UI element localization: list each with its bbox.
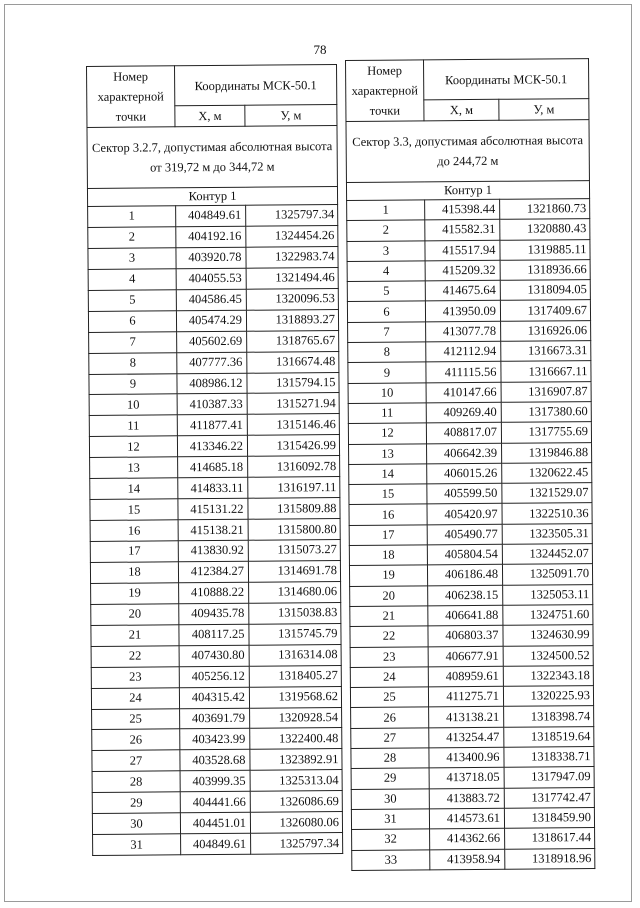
point-number-cell: 12 (348, 423, 426, 444)
y-coordinate-cell: 1316092.78 (248, 456, 340, 478)
coordinates-table-right (345, 58, 595, 871)
header-x: Х, м (175, 106, 245, 127)
table-row (349, 442, 592, 464)
x-coordinate-cell: 412384.27 (178, 561, 248, 582)
y-coordinate-cell: 1322983.74 (246, 246, 338, 268)
x-coordinate-cell: 404441.66 (180, 791, 250, 812)
table-row (90, 456, 340, 479)
header-point-number: Номер характерной точки (346, 60, 424, 122)
x-coordinate-cell: 406642.39 (427, 443, 502, 464)
table-row (90, 519, 340, 542)
x-coordinate-cell: 415131.22 (178, 498, 248, 519)
y-coordinate-cell: 1318398.74 (504, 706, 594, 727)
x-coordinate-cell: 405490.77 (427, 524, 502, 545)
table-row (91, 644, 341, 667)
y-coordinate-cell: 1315426.99 (247, 435, 339, 457)
table-row (347, 280, 590, 302)
table-row (90, 498, 340, 521)
x-coordinate-cell: 415517.94 (425, 240, 500, 261)
x-coordinate-cell: 413346.22 (177, 436, 247, 457)
x-coordinate-cell: 405256.12 (179, 666, 249, 687)
header-coordinates: Координаты МСК-50.1 (175, 65, 337, 107)
point-number-cell: 15 (349, 484, 427, 505)
y-coordinate-cell: 1314680.06 (249, 581, 341, 603)
x-coordinate-cell: 413950.09 (425, 301, 500, 322)
x-coordinate-cell: 408117.25 (179, 624, 249, 645)
point-number-cell: 18 (90, 562, 178, 584)
point-number-cell: 22 (350, 626, 428, 647)
table-row (88, 267, 338, 290)
table-row (351, 787, 594, 809)
x-coordinate-cell: 403920.78 (176, 247, 246, 268)
table-row (351, 807, 594, 829)
sector-title: Сектор 3.2.7, допустимая абсолютная высота от 319,72 м до 344,72 м (87, 126, 337, 189)
y-coordinate-cell: 1316926.06 (501, 320, 591, 341)
table-row (348, 402, 591, 424)
table-row (91, 581, 341, 604)
y-coordinate-cell: 1321860.73 (500, 199, 590, 220)
point-number-cell: 5 (347, 281, 425, 302)
table-row (91, 665, 341, 688)
table-row (347, 199, 590, 221)
y-coordinate-cell: 1316907.87 (501, 381, 591, 402)
table-row (92, 770, 342, 793)
table-row (348, 341, 591, 363)
x-coordinate-cell: 404055.53 (176, 268, 246, 289)
table-row (347, 259, 590, 281)
table-body-left (88, 205, 343, 856)
point-number-cell: 24 (91, 687, 179, 709)
table-row (349, 483, 592, 505)
x-coordinate-cell: 415138.21 (178, 519, 248, 540)
x-coordinate-cell: 405474.29 (176, 310, 246, 331)
point-number-cell: 1 (88, 206, 176, 228)
x-coordinate-cell: 406015.26 (427, 463, 502, 484)
point-number-cell: 11 (89, 415, 177, 437)
table-row (350, 645, 593, 667)
table-row (89, 414, 339, 437)
x-coordinate-cell: 411275.71 (428, 686, 503, 707)
point-number-cell: 10 (89, 394, 177, 416)
header-point-number: Номер характерной точки (87, 66, 175, 128)
point-number-cell: 29 (92, 792, 180, 814)
point-number-cell: 14 (349, 464, 427, 485)
point-number-cell: 6 (88, 310, 176, 332)
table-row (349, 523, 592, 545)
y-coordinate-cell: 1315146.46 (247, 414, 339, 436)
y-coordinate-cell: 1325091.70 (502, 564, 592, 585)
x-coordinate-cell: 403528.68 (180, 750, 250, 771)
point-number-cell: 6 (347, 301, 425, 322)
y-coordinate-cell: 1318459.90 (504, 807, 594, 828)
point-number-cell: 30 (351, 788, 429, 809)
point-number-cell: 27 (92, 750, 180, 772)
x-coordinate-cell: 406677.91 (428, 646, 503, 667)
table-row (348, 320, 591, 342)
x-coordinate-cell: 413254.47 (429, 727, 504, 748)
y-coordinate-cell: 1314691.78 (248, 560, 340, 582)
x-coordinate-cell: 408986.12 (177, 373, 247, 394)
table-row (89, 330, 339, 353)
point-number-cell: 20 (91, 604, 179, 626)
coordinates-table-left (86, 64, 343, 856)
y-coordinate-cell: 1315038.83 (249, 602, 341, 624)
y-coordinate-cell: 1315271.94 (247, 393, 339, 415)
x-coordinate-cell: 411877.41 (177, 415, 247, 436)
table-row (349, 503, 592, 525)
point-number-cell: 25 (350, 687, 428, 708)
y-coordinate-cell: 1317755.69 (501, 422, 591, 443)
table-row (89, 393, 339, 416)
contour-label: Контур 1 (346, 181, 589, 201)
y-coordinate-cell: 1318936.66 (500, 259, 590, 280)
y-coordinate-cell: 1319885.11 (500, 239, 590, 260)
point-number-cell: 32 (352, 829, 430, 850)
table-row (352, 848, 595, 870)
y-coordinate-cell: 1321494.46 (246, 267, 338, 289)
point-number-cell: 23 (350, 646, 428, 667)
table-row (347, 219, 590, 241)
x-coordinate-cell: 410147.66 (426, 382, 501, 403)
header-x: Х, м (424, 100, 499, 121)
x-coordinate-cell: 408959.61 (428, 666, 503, 687)
y-coordinate-cell: 1317409.67 (500, 300, 590, 321)
point-number-cell: 30 (92, 813, 180, 835)
point-number-cell: 18 (349, 545, 427, 566)
point-number-cell: 12 (89, 436, 177, 458)
x-coordinate-cell: 406803.37 (428, 626, 503, 647)
x-coordinate-cell: 404849.61 (176, 205, 246, 226)
y-coordinate-cell: 1318405.27 (249, 665, 341, 687)
point-number-cell: 22 (91, 645, 179, 667)
y-coordinate-cell: 1323505.31 (502, 523, 592, 544)
y-coordinate-cell: 1318519.64 (504, 726, 594, 747)
table-row (92, 812, 342, 835)
point-number-cell: 3 (347, 240, 425, 261)
point-number-cell: 16 (349, 504, 427, 525)
point-number-cell: 21 (91, 625, 179, 647)
x-coordinate-cell: 415398.44 (425, 199, 500, 220)
x-coordinate-cell: 404315.42 (179, 687, 249, 708)
x-coordinate-cell: 413958.94 (430, 849, 505, 870)
point-number-cell: 26 (351, 707, 429, 728)
page-number: 78 (313, 42, 327, 57)
x-coordinate-cell: 404849.61 (181, 833, 251, 854)
table-row (349, 462, 592, 484)
table-row (350, 605, 593, 627)
table-row (88, 288, 338, 311)
x-coordinate-cell: 405804.54 (427, 544, 502, 565)
y-coordinate-cell: 1318918.96 (505, 848, 595, 869)
point-number-cell: 23 (91, 666, 179, 688)
point-number-cell: 15 (90, 499, 178, 521)
point-number-cell: 2 (88, 227, 176, 249)
y-coordinate-cell: 1315073.27 (248, 540, 340, 562)
table-row (349, 564, 592, 586)
point-number-cell: 31 (351, 809, 429, 830)
table-row (347, 300, 590, 322)
x-coordinate-cell: 410888.22 (179, 582, 249, 603)
y-coordinate-cell: 1320622.45 (502, 462, 592, 483)
table-row (92, 728, 342, 751)
table-body-right (347, 199, 595, 871)
x-coordinate-cell: 413883.72 (429, 788, 504, 809)
table-row (88, 205, 338, 228)
y-coordinate-cell: 1325053.11 (503, 584, 593, 605)
point-number-cell: 7 (348, 322, 426, 343)
sector-title: Сектор 3.3, допустимая абсолютная высота до 244,72 м (346, 120, 589, 183)
x-coordinate-cell: 413400.96 (429, 747, 504, 768)
point-number-cell: 21 (350, 606, 428, 627)
x-coordinate-cell: 414833.11 (178, 477, 248, 498)
contour-label: Контур 1 (87, 187, 337, 207)
x-coordinate-cell: 415209.32 (425, 260, 500, 281)
x-coordinate-cell: 407430.80 (179, 645, 249, 666)
table-row (351, 747, 594, 769)
header-coordinates: Координаты МСК-50.1 (424, 59, 589, 101)
point-number-cell: 27 (351, 728, 429, 749)
table-row (350, 665, 593, 687)
header-y: У, м (245, 105, 337, 126)
x-coordinate-cell: 404586.45 (176, 289, 246, 310)
x-coordinate-cell: 408817.07 (426, 423, 501, 444)
y-coordinate-cell: 1316197.11 (248, 477, 340, 499)
point-number-cell: 17 (349, 525, 427, 546)
point-number-cell: 24 (350, 667, 428, 688)
y-coordinate-cell: 1317947.09 (504, 767, 594, 788)
y-coordinate-cell: 1316674.48 (247, 351, 339, 373)
y-coordinate-cell: 1325797.34 (251, 833, 343, 855)
x-coordinate-cell: 407777.36 (177, 352, 247, 373)
point-number-cell: 8 (348, 342, 426, 363)
y-coordinate-cell: 1318094.05 (500, 280, 590, 301)
x-coordinate-cell: 406238.15 (428, 585, 503, 606)
y-coordinate-cell: 1324500.52 (503, 645, 593, 666)
point-number-cell: 1 (347, 200, 425, 221)
y-coordinate-cell: 1318617.44 (505, 828, 595, 849)
x-coordinate-cell: 409269.40 (426, 402, 501, 423)
point-number-cell: 33 (352, 849, 430, 870)
x-coordinate-cell: 405599.50 (427, 483, 502, 504)
y-coordinate-cell: 1315809.88 (248, 498, 340, 520)
x-coordinate-cell: 403691.79 (180, 708, 250, 729)
x-coordinate-cell: 404192.16 (176, 226, 246, 247)
y-coordinate-cell: 1323892.91 (250, 749, 342, 771)
y-coordinate-cell: 1324452.07 (502, 544, 592, 565)
x-coordinate-cell: 414362.66 (430, 828, 505, 849)
table-row (348, 361, 591, 383)
y-coordinate-cell: 1315800.80 (248, 519, 340, 541)
y-coordinate-cell: 1322400.48 (250, 728, 342, 750)
table-row (89, 351, 339, 374)
point-number-cell: 4 (88, 269, 176, 291)
y-coordinate-cell: 1318765.67 (247, 330, 339, 352)
table-row (350, 625, 593, 647)
table-row (351, 706, 594, 728)
x-coordinate-cell: 415582.31 (425, 220, 500, 241)
point-number-cell: 25 (92, 708, 180, 730)
x-coordinate-cell: 413077.78 (426, 321, 501, 342)
x-coordinate-cell: 403423.99 (180, 729, 250, 750)
point-number-cell: 14 (90, 478, 178, 500)
x-coordinate-cell: 414573.61 (429, 808, 504, 829)
table-row (91, 686, 341, 709)
table-row (89, 435, 339, 458)
y-coordinate-cell: 1318893.27 (246, 309, 338, 331)
table-row (93, 833, 343, 856)
x-coordinate-cell: 406641.88 (428, 605, 503, 626)
table-row (88, 309, 338, 332)
y-coordinate-cell: 1324751.60 (503, 605, 593, 626)
point-number-cell: 2 (347, 220, 425, 241)
point-number-cell: 26 (92, 729, 180, 751)
table-row (91, 623, 341, 646)
point-number-cell: 16 (90, 520, 178, 542)
y-coordinate-cell: 1320880.43 (500, 219, 590, 240)
table-row (348, 381, 591, 403)
table-row (348, 422, 591, 444)
point-number-cell: 28 (351, 748, 429, 769)
point-number-cell: 5 (88, 290, 176, 312)
table-row (92, 749, 342, 772)
point-number-cell: 13 (349, 443, 427, 464)
y-coordinate-cell: 1320225.93 (503, 686, 593, 707)
y-coordinate-cell: 1320928.54 (250, 707, 342, 729)
table-row (352, 828, 595, 850)
table-row (91, 602, 341, 625)
y-coordinate-cell: 1316314.08 (249, 644, 341, 666)
x-coordinate-cell: 413718.05 (429, 768, 504, 789)
x-coordinate-cell: 409435.78 (179, 603, 249, 624)
y-coordinate-cell: 1318338.71 (504, 747, 594, 768)
y-coordinate-cell: 1325797.34 (246, 205, 338, 227)
y-coordinate-cell: 1320096.53 (246, 288, 338, 310)
y-coordinate-cell: 1315745.79 (249, 623, 341, 645)
x-coordinate-cell: 413138.21 (429, 707, 504, 728)
point-number-cell: 17 (90, 541, 178, 563)
y-coordinate-cell: 1317742.47 (504, 787, 594, 808)
point-number-cell: 28 (92, 771, 180, 793)
y-coordinate-cell: 1326080.06 (250, 812, 342, 834)
point-number-cell: 9 (89, 373, 177, 395)
table-row (351, 767, 594, 789)
x-coordinate-cell: 405420.97 (427, 504, 502, 525)
y-coordinate-cell: 1324454.26 (246, 225, 338, 247)
y-coordinate-cell: 1325313.04 (250, 770, 342, 792)
y-coordinate-cell: 1316673.31 (501, 341, 591, 362)
x-coordinate-cell: 405602.69 (177, 331, 247, 352)
x-coordinate-cell: 403999.35 (180, 771, 250, 792)
y-coordinate-cell: 1317380.60 (501, 402, 591, 423)
x-coordinate-cell: 414675.64 (425, 280, 500, 301)
y-coordinate-cell: 1326086.69 (250, 791, 342, 813)
x-coordinate-cell: 414685.18 (178, 456, 248, 477)
y-coordinate-cell: 1321529.07 (502, 483, 592, 504)
point-number-cell: 9 (348, 362, 426, 383)
header-y: У, м (499, 99, 589, 120)
table-row (90, 540, 340, 563)
table-row (88, 246, 338, 269)
y-coordinate-cell: 1315794.15 (247, 372, 339, 394)
x-coordinate-cell: 406186.48 (427, 565, 502, 586)
point-number-cell: 10 (348, 383, 426, 404)
y-coordinate-cell: 1322343.18 (503, 665, 593, 686)
point-number-cell: 3 (88, 248, 176, 270)
point-number-cell: 4 (347, 261, 425, 282)
x-coordinate-cell: 410387.33 (177, 394, 247, 415)
point-number-cell: 19 (349, 565, 427, 586)
y-coordinate-cell: 1319846.88 (502, 442, 592, 463)
point-number-cell: 20 (350, 586, 428, 607)
point-number-cell: 19 (91, 583, 179, 605)
point-number-cell: 29 (351, 768, 429, 789)
x-coordinate-cell: 404451.01 (180, 812, 250, 833)
table-row (90, 560, 340, 583)
table-row (350, 686, 593, 708)
y-coordinate-cell: 1322510.36 (502, 503, 592, 524)
point-number-cell: 13 (90, 457, 178, 479)
y-coordinate-cell: 1324630.99 (503, 625, 593, 646)
x-coordinate-cell: 412112.94 (426, 341, 501, 362)
y-coordinate-cell: 1316667.11 (501, 361, 591, 382)
table-row (351, 726, 594, 748)
point-number-cell: 7 (89, 331, 177, 353)
table-row (349, 544, 592, 566)
table-row (347, 239, 590, 261)
point-number-cell: 31 (93, 834, 181, 856)
x-coordinate-cell: 413830.92 (178, 540, 248, 561)
table-row (92, 707, 342, 730)
point-number-cell: 11 (348, 403, 426, 424)
point-number-cell: 8 (89, 352, 177, 374)
x-coordinate-cell: 411115.56 (426, 362, 501, 383)
table-row (90, 477, 340, 500)
table-row (88, 225, 338, 248)
table-row (350, 584, 593, 606)
table-row (92, 791, 342, 814)
y-coordinate-cell: 1319568.62 (249, 686, 341, 708)
table-row (89, 372, 339, 395)
